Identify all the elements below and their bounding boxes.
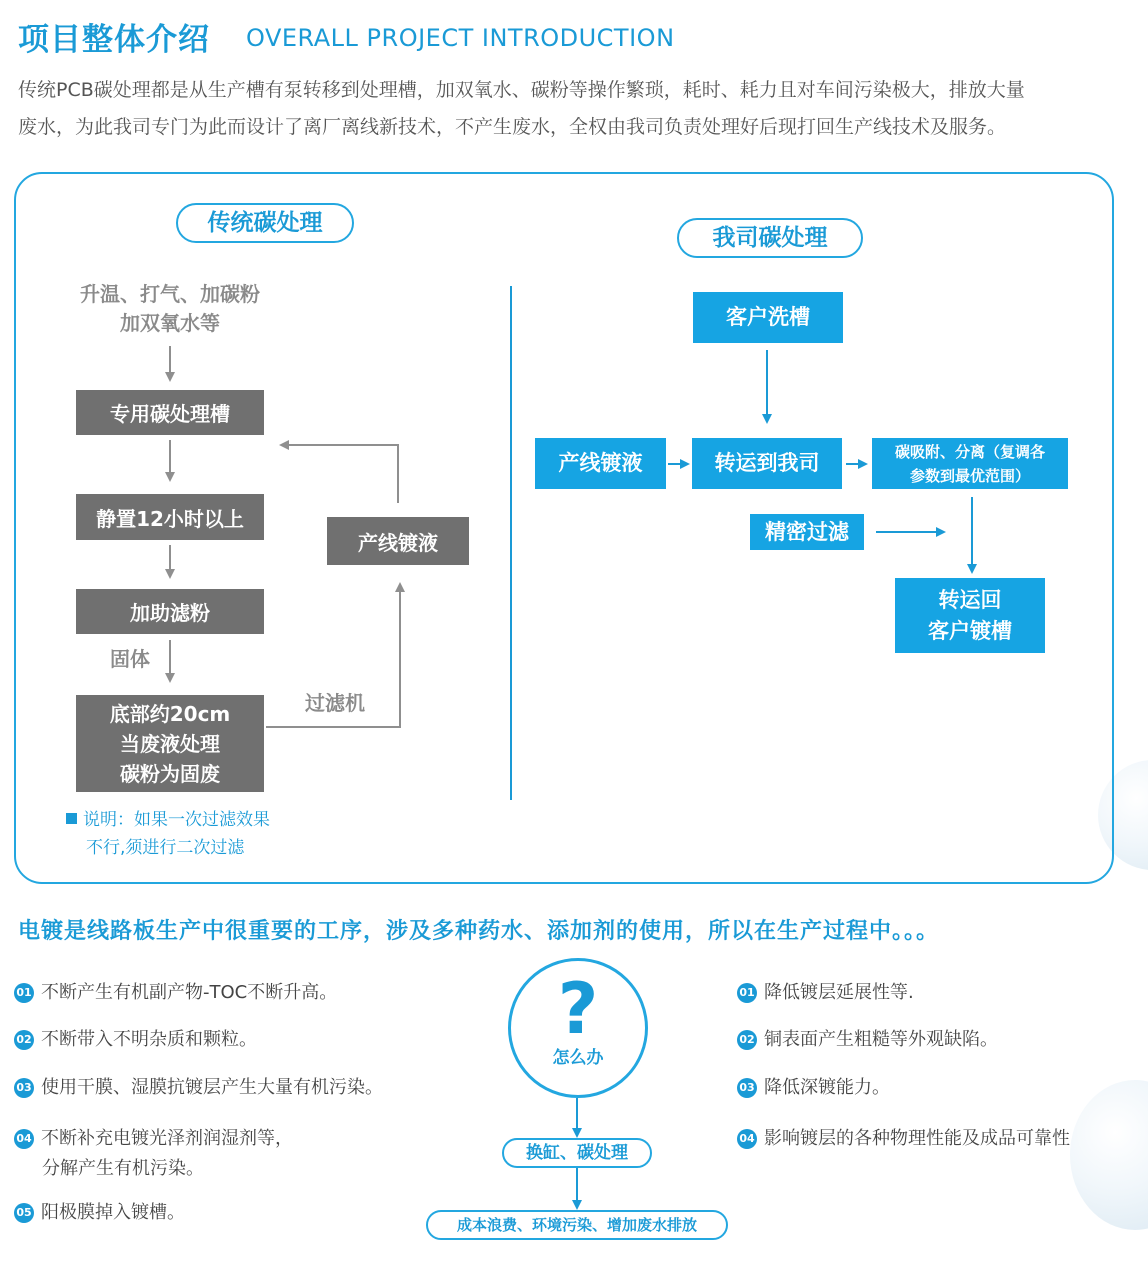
- left-item: [14, 1124, 293, 1184]
- box-filter-aid: 加助滤粉: [76, 589, 264, 634]
- step-heat-aerate: [40, 280, 300, 338]
- item-text: 分解产生有机污染。: [42, 1158, 204, 1179]
- number-badge: 04: [737, 1129, 757, 1149]
- answer-pill: 换缸、碳处理: [502, 1138, 652, 1168]
- note-text: 不行,须进行二次过滤: [86, 838, 245, 858]
- item-text: 铜表面产生粗糙等外观缺陷。: [764, 1029, 998, 1050]
- left-item: [14, 1198, 185, 1228]
- number-badge: 02: [737, 1030, 757, 1050]
- page-title-english: OVERALL PROJECT INTRODUCTION: [246, 24, 675, 52]
- box-bottom-waste: [76, 695, 264, 792]
- box-precise-filter: 精密过滤: [750, 514, 864, 550]
- right-item: [737, 1124, 1070, 1154]
- page-title: 项目整体介绍: [18, 22, 210, 58]
- box-line-plating-solution: 产线镀液: [327, 517, 469, 565]
- box-text: 客户镀槽: [928, 618, 1012, 643]
- item-text: 使用干膜、湿膜抗镀层产生大量有机污染。: [41, 1077, 383, 1098]
- number-badge: 01: [14, 983, 34, 1003]
- item-text: 不断产生有机副产物-TOC不断升高。: [41, 982, 338, 1003]
- left-item: [14, 1073, 383, 1103]
- number-badge: 05: [14, 1203, 34, 1223]
- step-text: 加双氧水等: [120, 311, 220, 335]
- item-text: 不断补充电镀光泽剂润湿剂等，: [41, 1128, 293, 1149]
- right-item: [737, 978, 914, 1008]
- step-text: 升温、打气、加碳粉: [80, 282, 260, 306]
- box-text: 底部约20cm: [109, 701, 231, 726]
- box-carbon-tank: 专用碳处理槽: [76, 390, 264, 435]
- number-badge: 04: [14, 1129, 34, 1149]
- number-badge: 02: [14, 1030, 34, 1050]
- note-text: 说明：如果一次过滤效果: [83, 810, 270, 830]
- left-item: [14, 978, 337, 1008]
- consequence-pill: 成本浪费、环境污染、增加废水排放: [426, 1210, 728, 1240]
- section-heading: 电镀是线路板生产中很重要的工序，涉及多种药水、添加剂的使用，所以在生产过程中。。。: [18, 919, 940, 944]
- item-text: 降低镀层延展性等.: [764, 982, 914, 1003]
- traditional-title: 传统碳处理: [176, 203, 354, 243]
- question-text: 怎么办: [552, 1048, 604, 1068]
- intro-line: 传统PCB碳处理都是从生产槽有泵转移到处理槽，加双氧水、碳粉等操作繁琐，耗时、耗力且对车间污染极大，排放大量: [18, 79, 1025, 101]
- note-square-icon: [66, 813, 77, 824]
- box-transfer-to-us: 转运到我司: [692, 438, 842, 489]
- box-text: 碳粉为固废: [120, 761, 220, 786]
- item-text: 阳极膜掉入镀槽。: [41, 1202, 185, 1223]
- number-badge: 01: [737, 983, 757, 1003]
- item-text: 降低深镀能力。: [764, 1077, 890, 1098]
- number-badge: 03: [14, 1078, 34, 1098]
- box-text: 碳吸附、分离（复调各: [894, 442, 1045, 461]
- box-return-customer: [895, 578, 1045, 653]
- left-item: [14, 1025, 257, 1055]
- number-badge: 03: [737, 1078, 757, 1098]
- box-text: 当废液处理: [120, 731, 220, 756]
- intro-line: 废水，为此我司专门为此而设计了离厂离线新技术，不产生废水，全权由我司负责处理好后现打回生产线技术及服务。: [18, 116, 1007, 138]
- box-customer-wash: 客户洗槽: [693, 292, 843, 343]
- question-mark-icon: ?: [557, 968, 599, 1050]
- box-rest-12h: 静置12小时以上: [76, 494, 264, 540]
- box-text: 参数到最优范围）: [909, 466, 1030, 485]
- box-line-plating: 产线镀液: [535, 438, 666, 489]
- right-item: [737, 1073, 890, 1103]
- ours-title: 我司碳处理: [677, 218, 863, 258]
- box-text: 转运回: [938, 587, 1002, 612]
- box-adsorb-separate: [872, 438, 1068, 489]
- right-item: [737, 1025, 998, 1055]
- label-solid: 固体: [110, 647, 150, 671]
- item-text: 影响镀层的各种物理性能及成品可靠性: [764, 1128, 1070, 1149]
- label-filter-machine: 过滤机: [305, 691, 365, 715]
- traditional-note: [66, 806, 270, 862]
- question-circle: [508, 958, 648, 1098]
- item-text: 不断带入不明杂质和颗粒。: [41, 1029, 257, 1050]
